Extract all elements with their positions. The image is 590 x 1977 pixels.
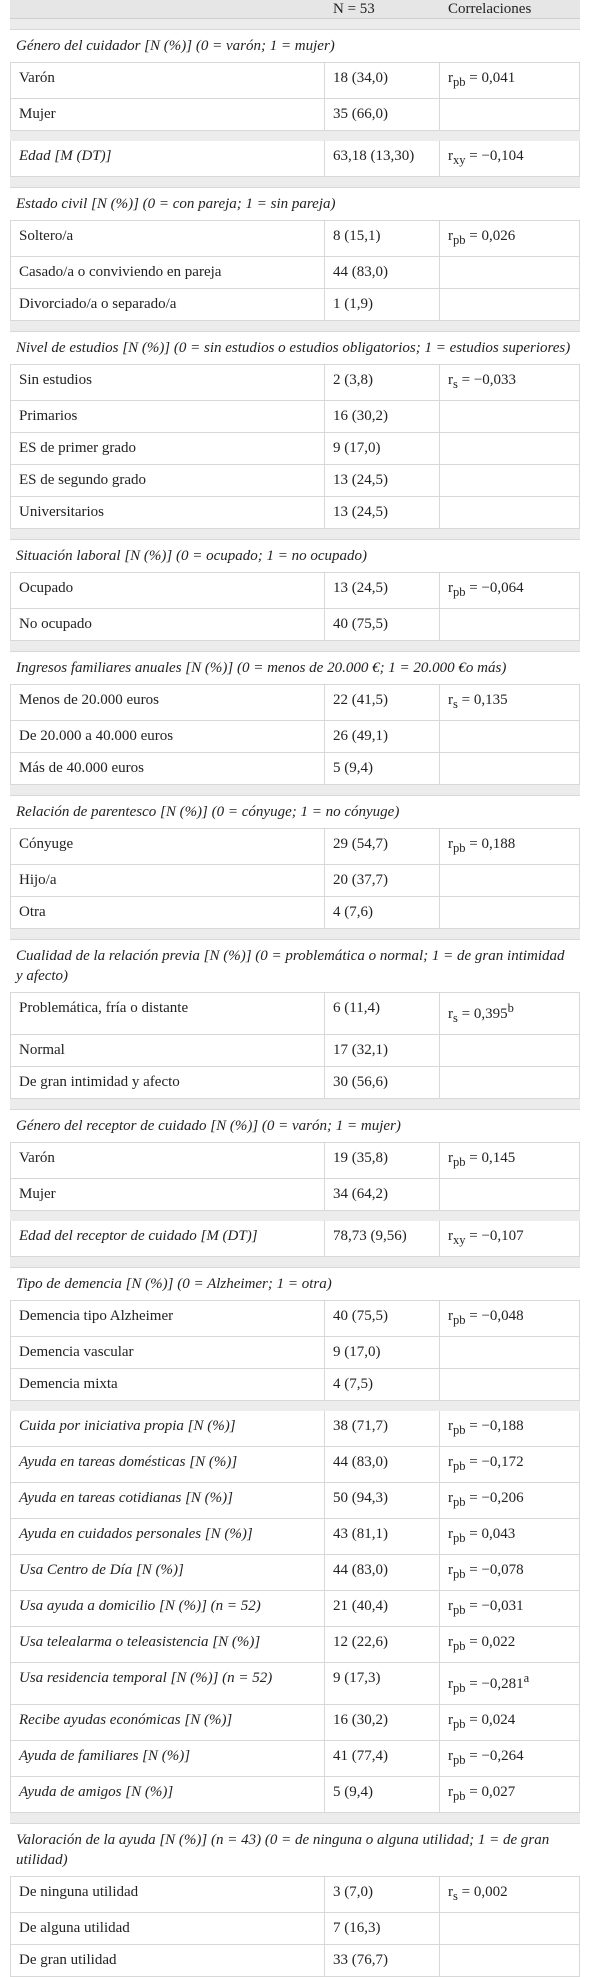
row-correlation xyxy=(440,1913,580,1944)
corr-subscript: pb xyxy=(453,1531,466,1545)
section-title: Valoración de la ayuda [N (%)] (n = 43) (0 = de ninguna o alguna utilidad; 1 = de gran utilidad) xyxy=(10,1823,580,1877)
row-correlation xyxy=(440,1741,580,1776)
corr-symbol: r xyxy=(448,1748,453,1764)
section-spacer xyxy=(10,1813,580,1823)
row-correlation xyxy=(440,1705,580,1740)
row-correlation xyxy=(440,573,580,608)
corr-value: = 0,041 xyxy=(465,70,516,86)
row-label: Divorciado/a o separado/a xyxy=(10,289,325,320)
table-row xyxy=(10,1555,580,1591)
corr-subscript: s xyxy=(453,1889,458,1903)
row-value: 19 (35,8) xyxy=(325,1143,440,1178)
row-label: Problemática, fría o distante xyxy=(10,993,325,1034)
corr-symbol: r xyxy=(448,1490,453,1506)
corr-value: = 0,002 xyxy=(457,1884,508,1900)
row-value: 9 (17,0) xyxy=(325,433,440,464)
row-correlation xyxy=(440,865,580,896)
row-label: ES de segundo grado xyxy=(10,465,325,496)
corr-subscript: pb xyxy=(453,1495,466,1509)
row-value: 38 (71,7) xyxy=(325,1411,440,1446)
row-label: Menos de 20.000 euros xyxy=(10,685,325,720)
table-row xyxy=(10,993,580,1035)
header-variable xyxy=(10,0,325,18)
corr-value: = −0,031 xyxy=(465,1598,524,1614)
table-row xyxy=(10,99,580,131)
row-correlation xyxy=(440,63,580,98)
row-label: Demencia vascular xyxy=(10,1337,325,1368)
row-correlation xyxy=(440,829,580,864)
row-value: 13 (24,5) xyxy=(325,573,440,608)
row-label: Otra xyxy=(10,897,325,928)
table-row xyxy=(10,1301,580,1337)
corr-subscript: pb xyxy=(453,233,466,247)
section-spacer xyxy=(10,929,580,939)
row-correlation xyxy=(440,1627,580,1662)
corr-symbol: r xyxy=(448,1308,453,1324)
row-correlation xyxy=(440,99,580,130)
table-row xyxy=(10,141,580,177)
section-spacer xyxy=(10,641,580,651)
row-label: Más de 40.000 euros xyxy=(10,753,325,784)
table-row xyxy=(10,1913,580,1945)
row-correlation xyxy=(440,221,580,256)
table-row xyxy=(10,1945,580,1977)
row-label: ES de primer grado xyxy=(10,433,325,464)
section-spacer xyxy=(10,19,580,29)
row-value: 44 (83,0) xyxy=(325,257,440,288)
row-value: 44 (83,0) xyxy=(325,1447,440,1482)
corr-symbol: r xyxy=(448,1150,453,1166)
table-row xyxy=(10,897,580,929)
table-row xyxy=(10,865,580,897)
table-row xyxy=(10,1447,580,1483)
table-row xyxy=(10,1741,580,1777)
corr-symbol: r xyxy=(448,1562,453,1578)
row-correlation xyxy=(440,141,580,176)
row-label: Demencia mixta xyxy=(10,1369,325,1400)
corr-subscript: pb xyxy=(453,1639,466,1653)
corr-symbol: r xyxy=(448,1676,453,1692)
corr-subscript: pb xyxy=(453,585,466,599)
row-value: 16 (30,2) xyxy=(325,401,440,432)
row-value: 20 (37,7) xyxy=(325,865,440,896)
corr-symbol: r xyxy=(448,1454,453,1470)
corr-value: = −0,064 xyxy=(465,580,524,596)
row-label: Soltero/a xyxy=(10,221,325,256)
row-value: 30 (56,6) xyxy=(325,1067,440,1098)
corr-value: = 0,022 xyxy=(465,1634,516,1650)
table-row xyxy=(10,1705,580,1741)
section-spacer xyxy=(10,1099,580,1109)
table-row xyxy=(10,829,580,865)
header-correlaciones: Correlaciones xyxy=(448,1,532,17)
row-value: 17 (32,1) xyxy=(325,1035,440,1066)
corr-subscript: s xyxy=(453,697,458,711)
row-correlation xyxy=(440,1179,580,1210)
table-body xyxy=(10,19,580,1977)
row-value: 13 (24,5) xyxy=(325,497,440,528)
row-value: 1 (1,9) xyxy=(325,289,440,320)
row-value: 3 (7,0) xyxy=(325,1877,440,1912)
corr-value: = 0,024 xyxy=(465,1712,516,1728)
table-row xyxy=(10,1221,580,1257)
row-label: De gran utilidad xyxy=(10,1945,325,1976)
row-correlation xyxy=(440,1519,580,1554)
row-label: Ayuda de familiares [N (%)] xyxy=(10,1741,325,1776)
section-title: Situación laboral [N (%)] (0 = ocupado; 1 = no ocupado) xyxy=(10,539,580,573)
corr-value: = −0,048 xyxy=(465,1308,524,1324)
corr-subscript: pb xyxy=(453,1155,466,1169)
row-label: Usa residencia temporal [N (%)] (n = 52) xyxy=(10,1663,325,1704)
corr-symbol: r xyxy=(448,580,453,596)
row-correlation xyxy=(440,1663,580,1704)
section-spacer xyxy=(10,177,580,187)
row-correlation xyxy=(440,289,580,320)
row-correlation xyxy=(440,1337,580,1368)
corr-value: = −0,078 xyxy=(465,1562,524,1578)
section-spacer xyxy=(10,1401,580,1411)
row-value: 12 (22,6) xyxy=(325,1627,440,1662)
row-value: 4 (7,5) xyxy=(325,1369,440,1400)
section-title: Género del receptor de cuidado [N (%)] (0 = varón; 1 = mujer) xyxy=(10,1109,580,1143)
row-label: Ayuda en cuidados personales [N (%)] xyxy=(10,1519,325,1554)
row-correlation xyxy=(440,401,580,432)
row-correlation xyxy=(440,1447,580,1482)
table-row xyxy=(10,721,580,753)
corr-subscript: pb xyxy=(453,1717,466,1731)
row-label: No ocupado xyxy=(10,609,325,640)
corr-subscript: pb xyxy=(453,1567,466,1581)
row-label: Edad del receptor de cuidado [M (DT)] xyxy=(10,1221,325,1256)
row-value: 8 (15,1) xyxy=(325,221,440,256)
row-correlation xyxy=(440,1301,580,1336)
row-correlation xyxy=(440,1945,580,1976)
row-value: 2 (3,8) xyxy=(325,365,440,400)
corr-symbol: r xyxy=(448,692,453,708)
row-correlation xyxy=(440,1777,580,1812)
row-correlation xyxy=(440,1483,580,1518)
row-correlation xyxy=(440,1369,580,1400)
corr-symbol: r xyxy=(448,1228,453,1244)
row-correlation xyxy=(440,1067,580,1098)
row-label: Ayuda de amigos [N (%)] xyxy=(10,1777,325,1812)
row-label: De gran intimidad y afecto xyxy=(10,1067,325,1098)
row-label: Ayuda en tareas cotidianas [N (%)] xyxy=(10,1483,325,1518)
section-title: Ingresos familiares anuales [N (%)] (0 = menos de 20.000 €; 1 = 20.000 €o más) xyxy=(10,651,580,685)
row-value: 9 (17,3) xyxy=(325,1663,440,1704)
row-value: 33 (76,7) xyxy=(325,1945,440,1976)
corr-subscript: s xyxy=(453,1011,458,1025)
row-label: De ninguna utilidad xyxy=(10,1877,325,1912)
table-row xyxy=(10,753,580,785)
row-value: 63,18 (13,30) xyxy=(325,141,440,176)
row-correlation xyxy=(440,1035,580,1066)
corr-symbol: r xyxy=(448,1884,453,1900)
row-value: 18 (34,0) xyxy=(325,63,440,98)
corr-value: = 0,188 xyxy=(465,836,516,852)
corr-value: = 0,135 xyxy=(457,692,508,708)
row-value: 43 (81,1) xyxy=(325,1519,440,1554)
table-row xyxy=(10,573,580,609)
table-row xyxy=(10,433,580,465)
section-spacer xyxy=(10,131,580,141)
table-row xyxy=(10,401,580,433)
row-label: Varón xyxy=(10,63,325,98)
row-correlation xyxy=(440,685,580,720)
row-value: 41 (77,4) xyxy=(325,1741,440,1776)
table-row xyxy=(10,1519,580,1555)
corr-subscript: pb xyxy=(453,841,466,855)
corr-subscript: pb xyxy=(453,1681,466,1695)
table-row xyxy=(10,1627,580,1663)
table-row xyxy=(10,1483,580,1519)
table-row xyxy=(10,63,580,99)
corr-subscript: pb xyxy=(453,1423,466,1437)
row-correlation xyxy=(440,1877,580,1912)
table-header xyxy=(10,0,580,19)
row-value: 44 (83,0) xyxy=(325,1555,440,1590)
corr-symbol: r xyxy=(448,372,453,388)
corr-subscript: pb xyxy=(453,75,466,89)
table-row xyxy=(10,1877,580,1913)
row-label: Sin estudios xyxy=(10,365,325,400)
corr-symbol: r xyxy=(448,836,453,852)
row-label: Cuida por iniciativa propia [N (%)] xyxy=(10,1411,325,1446)
row-value: 5 (9,4) xyxy=(325,1777,440,1812)
section-spacer xyxy=(10,529,580,539)
row-value: 9 (17,0) xyxy=(325,1337,440,1368)
row-value: 40 (75,5) xyxy=(325,1301,440,1336)
table-row xyxy=(10,1337,580,1369)
row-correlation xyxy=(440,897,580,928)
corr-subscript: pb xyxy=(453,1313,466,1327)
row-label: Primarios xyxy=(10,401,325,432)
row-correlation xyxy=(440,365,580,400)
corr-symbol: r xyxy=(448,1526,453,1542)
table-row xyxy=(10,1411,580,1447)
corr-value: = 0,395 xyxy=(457,1006,508,1022)
corr-symbol: r xyxy=(448,1784,453,1800)
table-row xyxy=(10,221,580,257)
row-label: Usa ayuda a domicilio [N (%)] (n = 52) xyxy=(10,1591,325,1626)
row-value: 7 (16,3) xyxy=(325,1913,440,1944)
row-label: Ocupado xyxy=(10,573,325,608)
row-label: Mujer xyxy=(10,1179,325,1210)
corr-symbol: r xyxy=(448,1712,453,1728)
header-n: N = 53 xyxy=(333,1,375,17)
corr-subscript: xy xyxy=(453,1233,466,1247)
row-value: 4 (7,6) xyxy=(325,897,440,928)
data-table xyxy=(10,0,580,1977)
table-row xyxy=(10,685,580,721)
corr-value: = −0,206 xyxy=(465,1490,524,1506)
row-correlation xyxy=(440,721,580,752)
section-title: Relación de parentesco [N (%)] (0 = cónyuge; 1 = no cónyuge) xyxy=(10,795,580,829)
row-value: 34 (64,2) xyxy=(325,1179,440,1210)
row-label: De alguna utilidad xyxy=(10,1913,325,1944)
row-label: Normal xyxy=(10,1035,325,1066)
row-correlation xyxy=(440,609,580,640)
section-title: Tipo de demencia [N (%)] (0 = Alzheimer; 1 = otra) xyxy=(10,1267,580,1301)
row-value: 40 (75,5) xyxy=(325,609,440,640)
table-row xyxy=(10,497,580,529)
corr-footnote: a xyxy=(523,1671,530,1685)
table-row xyxy=(10,1591,580,1627)
row-value: 5 (9,4) xyxy=(325,753,440,784)
row-value: 29 (54,7) xyxy=(325,829,440,864)
row-correlation xyxy=(440,753,580,784)
table-row xyxy=(10,1777,580,1813)
row-value: 16 (30,2) xyxy=(325,1705,440,1740)
section-title: Género del cuidador [N (%)] (0 = varón; 1 = mujer) xyxy=(10,29,580,63)
section-title: Nivel de estudios [N (%)] (0 = sin estudios o estudios obligatorios; 1 = estudios superiores) xyxy=(10,331,580,365)
section-spacer xyxy=(10,1257,580,1267)
corr-symbol: r xyxy=(448,148,453,164)
row-label: Edad [M (DT)] xyxy=(10,141,325,176)
corr-value: = 0,145 xyxy=(465,1150,516,1166)
table-row xyxy=(10,1179,580,1211)
row-correlation xyxy=(440,1591,580,1626)
row-correlation xyxy=(440,1411,580,1446)
row-correlation xyxy=(440,1143,580,1178)
row-correlation xyxy=(440,1221,580,1256)
row-label: Casado/a o conviviendo en pareja xyxy=(10,257,325,288)
row-correlation xyxy=(440,433,580,464)
corr-value: = −0,107 xyxy=(465,1228,524,1244)
row-label: Demencia tipo Alzheimer xyxy=(10,1301,325,1336)
row-label: Varón xyxy=(10,1143,325,1178)
row-correlation xyxy=(440,1555,580,1590)
section-title: Estado civil [N (%)] (0 = con pareja; 1 = sin pareja) xyxy=(10,187,580,221)
table-row xyxy=(10,1067,580,1099)
corr-value: = −0,188 xyxy=(465,1418,524,1434)
row-value: 50 (94,3) xyxy=(325,1483,440,1518)
table-row xyxy=(10,1035,580,1067)
section-spacer xyxy=(10,785,580,795)
row-label: Hijo/a xyxy=(10,865,325,896)
table-row xyxy=(10,365,580,401)
corr-value: = 0,043 xyxy=(465,1526,516,1542)
corr-symbol: r xyxy=(448,70,453,86)
corr-value: = −0,104 xyxy=(465,148,524,164)
corr-value: = 0,026 xyxy=(465,228,516,244)
corr-subscript: s xyxy=(453,377,458,391)
table-row xyxy=(10,609,580,641)
row-label: De 20.000 a 40.000 euros xyxy=(10,721,325,752)
row-label: Mujer xyxy=(10,99,325,130)
corr-value: = −0,281 xyxy=(465,1676,524,1692)
corr-symbol: r xyxy=(448,1634,453,1650)
corr-value: = 0,027 xyxy=(465,1784,516,1800)
section-spacer xyxy=(10,1211,580,1221)
corr-footnote: b xyxy=(507,1001,514,1015)
corr-value: = −0,033 xyxy=(457,372,517,388)
row-label: Recibe ayudas económicas [N (%)] xyxy=(10,1705,325,1740)
table-row xyxy=(10,465,580,497)
corr-value: = −0,172 xyxy=(465,1454,524,1470)
corr-subscript: pb xyxy=(453,1459,466,1473)
section-spacer xyxy=(10,321,580,331)
table-row xyxy=(10,289,580,321)
row-label: Usa telealarma o teleasistencia [N (%)] xyxy=(10,1627,325,1662)
section-title: Cualidad de la relación previa [N (%)] (0 = problemática o normal; 1 = de gran intimidad y afecto) xyxy=(10,939,580,993)
row-correlation xyxy=(440,497,580,528)
table-row xyxy=(10,1369,580,1401)
row-correlation xyxy=(440,993,580,1034)
row-value: 6 (11,4) xyxy=(325,993,440,1034)
table-row xyxy=(10,257,580,289)
row-value: 13 (24,5) xyxy=(325,465,440,496)
row-label: Usa Centro de Día [N (%)] xyxy=(10,1555,325,1590)
corr-symbol: r xyxy=(448,228,453,244)
row-value: 22 (41,5) xyxy=(325,685,440,720)
table-row xyxy=(10,1663,580,1705)
row-value: 35 (66,0) xyxy=(325,99,440,130)
row-label: Universitarios xyxy=(10,497,325,528)
row-value: 21 (40,4) xyxy=(325,1591,440,1626)
corr-subscript: pb xyxy=(453,1753,466,1767)
row-label: Cónyuge xyxy=(10,829,325,864)
row-value: 26 (49,1) xyxy=(325,721,440,752)
row-label: Ayuda en tareas domésticas [N (%)] xyxy=(10,1447,325,1482)
corr-value: = −0,264 xyxy=(465,1748,524,1764)
corr-symbol: r xyxy=(448,1006,453,1022)
corr-subscript: pb xyxy=(453,1603,466,1617)
corr-subscript: pb xyxy=(453,1789,466,1803)
row-value: 78,73 (9,56) xyxy=(325,1221,440,1256)
corr-symbol: r xyxy=(448,1418,453,1434)
row-correlation xyxy=(440,465,580,496)
row-correlation xyxy=(440,257,580,288)
table-row xyxy=(10,1143,580,1179)
corr-subscript: xy xyxy=(453,153,466,167)
corr-symbol: r xyxy=(448,1598,453,1614)
